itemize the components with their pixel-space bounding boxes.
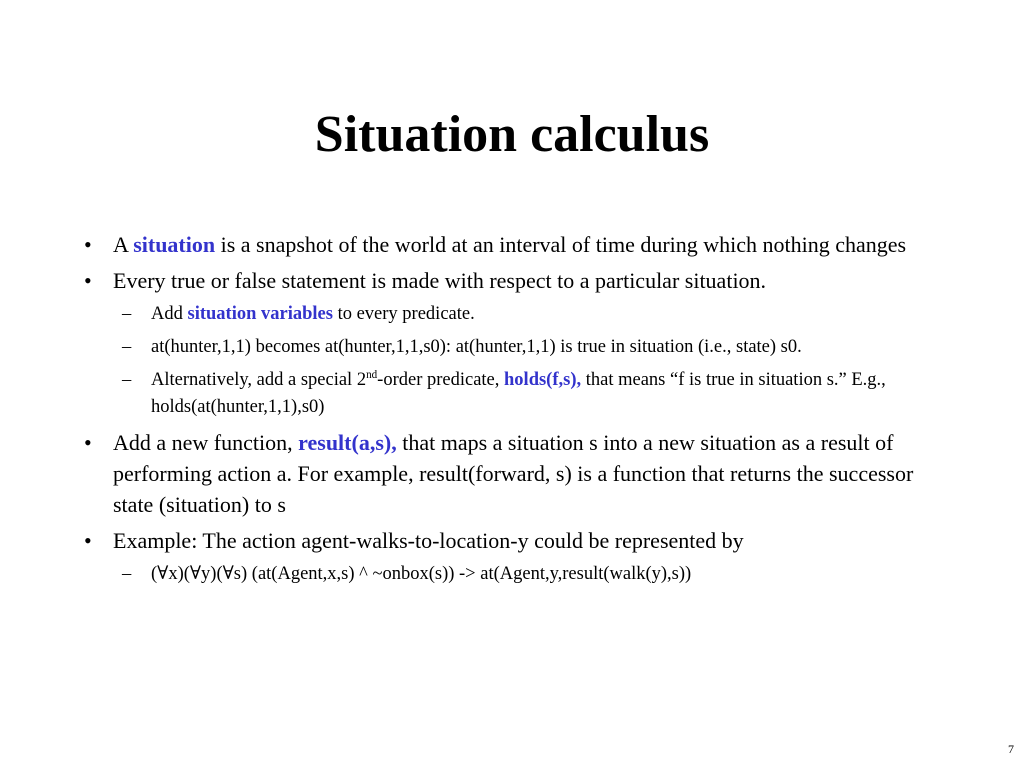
term-result: result(a,s), bbox=[298, 430, 397, 455]
sub-bullet-text-prefix: Alternatively, add a special 2 bbox=[151, 370, 367, 390]
sub-bullet-item bbox=[122, 561, 944, 588]
bullet-text: Example: The action agent-walks-to-location-y could be represented by bbox=[113, 528, 744, 553]
sub-bullet-marker: – bbox=[122, 564, 132, 584]
bullet-list bbox=[84, 229, 944, 594]
sub-bullet-marker: – bbox=[122, 337, 132, 357]
term-situation-variables: situation variables bbox=[187, 304, 333, 324]
term-situation: situation bbox=[133, 232, 216, 257]
bullet-text-suffix: that maps a situation s into a new situation as a result of performing action a. For example, result(forward, s) is a function that returns the successor state (situation) to s bbox=[113, 430, 914, 517]
bullet-marker: • bbox=[84, 430, 92, 455]
bullet-marker: • bbox=[84, 528, 92, 553]
page-number: 7 bbox=[1008, 742, 1014, 756]
bullet-item bbox=[84, 265, 944, 296]
bullet-text-prefix: A bbox=[113, 232, 134, 257]
formula-text: (∀x)(∀y)(∀s) (at(Agent,x,s) ^ ~onbox(s)) -> at(Agent,y,result(walk(y),s)) bbox=[151, 564, 692, 584]
bullet-text-suffix: is a snapshot of the world at an interval of time during which nothing changes bbox=[215, 232, 907, 257]
bullet-item bbox=[84, 525, 944, 556]
slide-title: Situation calculus bbox=[314, 106, 710, 163]
sub-bullet-marker: – bbox=[122, 370, 132, 390]
bullet-text: Every true or false statement is made with respect to a particular situation. bbox=[113, 268, 767, 293]
sub-bullet-item bbox=[122, 301, 944, 328]
sub-bullet-text-suffix: that means “f is true in situation s.” E.g., holds(at(hunter,1,1),s0) bbox=[151, 370, 886, 417]
bullet-text-prefix: Add a new function, bbox=[113, 430, 299, 455]
sub-bullet-text: at(hunter,1,1) becomes at(hunter,1,1,s0): at(hunter,1,1) is true in situation (i.e., state) s0. bbox=[151, 337, 802, 357]
term-holds: holds(f,s), bbox=[504, 370, 582, 390]
bullet-marker: • bbox=[84, 268, 92, 293]
sub-bullet-text-prefix: Add bbox=[151, 304, 188, 324]
ordinal-superscript: nd bbox=[366, 368, 378, 381]
bullet-marker: • bbox=[84, 232, 92, 257]
sub-bullet-item bbox=[122, 334, 944, 361]
sub-bullet-text-suffix: to every predicate. bbox=[332, 304, 475, 324]
bullet-item bbox=[84, 229, 944, 260]
sub-bullet-marker: – bbox=[122, 304, 132, 324]
sub-bullet-item bbox=[122, 367, 944, 421]
sub-bullet-text-middle: -order predicate, bbox=[377, 370, 505, 390]
bullet-item bbox=[84, 427, 944, 520]
